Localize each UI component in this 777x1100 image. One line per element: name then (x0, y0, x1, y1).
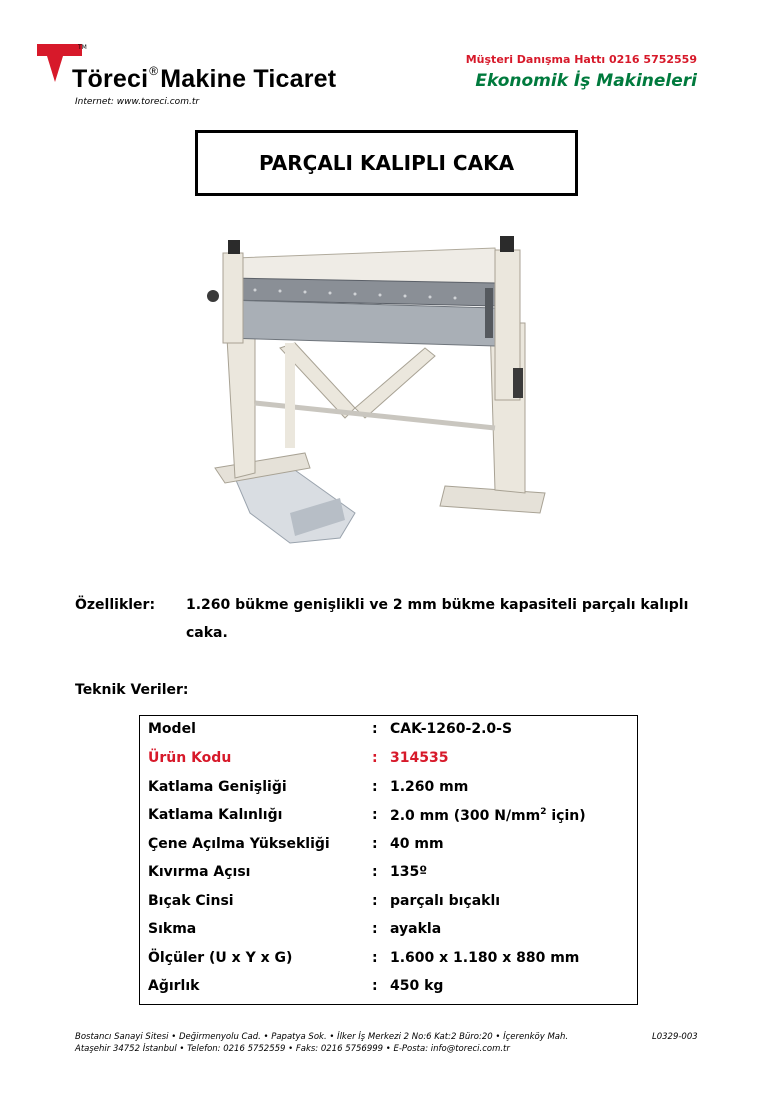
company-slogan: Ekonomik İş Makineleri (475, 71, 697, 91)
website-link[interactable]: Internet: www.toreci.com.tr (75, 97, 200, 107)
footer-contact: Ataşehir 34752 İstanbul • Telefon: 0216 5752559 • Faks: 0216 5756999 • E-Posta: info@toreci.com.tr (75, 1044, 510, 1054)
company-name: Töreci®Makine Ticaret (72, 64, 337, 93)
registered-mark: ® (149, 64, 159, 78)
sheet-metal-folding-machine-icon (195, 228, 555, 553)
trademark-mark: TM (78, 44, 87, 51)
document-code: L0329-003 (652, 1032, 698, 1042)
features-label: Özellikler: (75, 597, 156, 613)
technical-data-label: Teknik Veriler: (75, 682, 189, 698)
footer-address: Bostancı Sanayi Sitesi • Değirmenyolu Cad. • Papatya Sok. • İlker İş Merkezi 2 No:6 Kat:2 Büro:20 • İçerenköy Mah. (75, 1032, 569, 1042)
customer-hotline: Müşteri Danışma Hattı 0216 5752559 (465, 53, 697, 66)
technical-specs-table: Model : CAK-1260-2.0-S Ürün Kodu : 314535 Katlama Genişliği : 1.260 mm Katlama Kalınlığı : 2.0 mm (300 $N/mm^2$ için) Çene Açılma Yüksekliği : 40 mm Kıvırma Açısı : 135º Bıçak Cinsi : parçalı bıçaklı Sıkma : ayakla Ölçüler (U x Y x G) : 1.600 x 1.180 x 880 mm Ağırlık : 450 kg (139, 715, 638, 1005)
page-title: PARÇALI KALIPLI CAKA (195, 130, 578, 196)
features-text: 1.260 bükme genişlikli ve 2 mm bükme kapasiteli parçalı kalıplı caka. (186, 597, 689, 641)
